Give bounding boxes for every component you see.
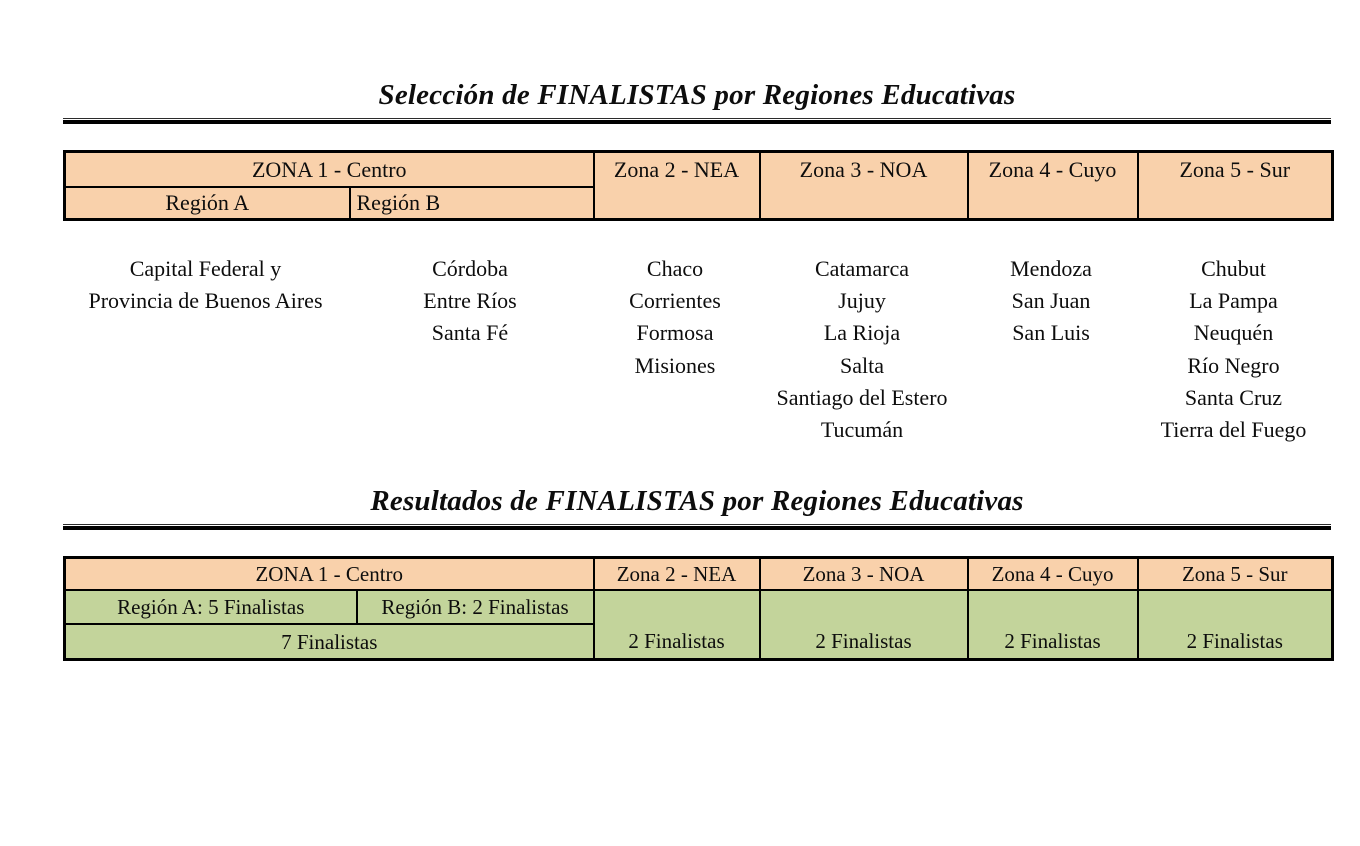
selection-zona2-header-cell: Zona 2 - NEA xyxy=(594,152,760,220)
selection-region-a-header-cell: Región A xyxy=(65,187,350,220)
results-title-rule xyxy=(63,524,1331,530)
province-item: Neuquén xyxy=(1193,320,1274,346)
province-item: Salta xyxy=(840,352,884,378)
results-region-a-cell: Región A: 5 Finalistas xyxy=(65,590,357,624)
results-section xyxy=(63,484,1331,661)
selection-zones-table xyxy=(63,150,1334,221)
province-item: San Luis xyxy=(1012,320,1090,346)
province-list-zona5 xyxy=(1136,253,1331,446)
selection-title: Selección de FINALISTAS por Regiones Educativas xyxy=(378,79,1016,111)
selection-region-b-header-cell: Región B xyxy=(350,187,594,220)
document-page xyxy=(63,78,1331,661)
province-lists xyxy=(63,253,1331,446)
results-zona5-finalists-cell: 2 Finalistas xyxy=(1138,590,1333,660)
province-item: La Pampa xyxy=(1189,288,1278,314)
selection-section xyxy=(63,78,1331,446)
province-item: Chubut xyxy=(1201,256,1266,281)
province-list-zona3 xyxy=(758,253,966,446)
results-zona3-finalists-cell: 2 Finalistas xyxy=(760,590,968,660)
province-list-region-b xyxy=(348,253,592,446)
results-zona2-header-cell: Zona 2 - NEA xyxy=(594,558,760,591)
province-item: Formosa xyxy=(636,320,714,346)
selection-zona4-header-cell: Zona 4 - Cuyo xyxy=(968,152,1138,220)
province-item: Catamarca xyxy=(814,256,910,281)
province-item: Misiones xyxy=(634,352,716,378)
results-zona3-header-cell: Zona 3 - NOA xyxy=(760,558,968,591)
results-zona4-header-cell: Zona 4 - Cuyo xyxy=(968,558,1138,591)
province-item: La Rioja xyxy=(823,320,901,346)
selection-title-rule xyxy=(63,118,1331,124)
province-item: Córdoba xyxy=(432,256,508,281)
province-item: Río Negro xyxy=(1187,352,1280,378)
province-item: Santiago del Estero xyxy=(776,384,948,410)
results-region-row xyxy=(65,590,1333,624)
results-zona1-total-cell: 7 Finalistas xyxy=(65,624,594,660)
results-zones-table xyxy=(63,556,1334,661)
province-item: Corrientes xyxy=(629,288,721,314)
selection-zona5-header-cell: Zona 5 - Sur xyxy=(1138,152,1333,220)
province-item: Santa Cruz xyxy=(1184,384,1283,410)
province-item: Chaco xyxy=(646,256,704,281)
results-region-b-cell: Región B: 2 Finalistas xyxy=(357,590,594,624)
province-list-zona4 xyxy=(966,253,1136,446)
province-item: Entre Ríos xyxy=(423,288,517,314)
province-item: Tierra del Fuego xyxy=(1160,417,1307,443)
province-item: San Juan xyxy=(1011,288,1091,314)
province-list-zona2 xyxy=(592,253,758,446)
province-item: Tucumán xyxy=(820,417,904,443)
province-item: Capital Federal y xyxy=(129,256,282,281)
selection-header-row-1 xyxy=(65,152,1333,188)
province-list-region-a xyxy=(63,253,348,446)
results-title: Resultados de FINALISTAS por Regiones Educativas xyxy=(370,485,1024,518)
province-item: Jujuy xyxy=(838,288,886,314)
province-item: Provincia de Buenos Aires xyxy=(88,288,323,314)
selection-zona3-header-cell: Zona 3 - NOA xyxy=(760,152,968,220)
selection-zona1-header-cell: ZONA 1 - Centro xyxy=(65,152,594,188)
results-header-row xyxy=(65,558,1333,591)
results-zona1-header-cell: ZONA 1 - Centro xyxy=(65,558,594,591)
results-zona2-finalists-cell: 2 Finalistas xyxy=(594,590,760,660)
results-zona4-finalists-cell: 2 Finalistas xyxy=(968,590,1138,660)
province-item: Santa Fé xyxy=(431,320,509,346)
results-zona5-header-cell: Zona 5 - Sur xyxy=(1138,558,1333,591)
province-item: Mendoza xyxy=(1010,256,1092,281)
